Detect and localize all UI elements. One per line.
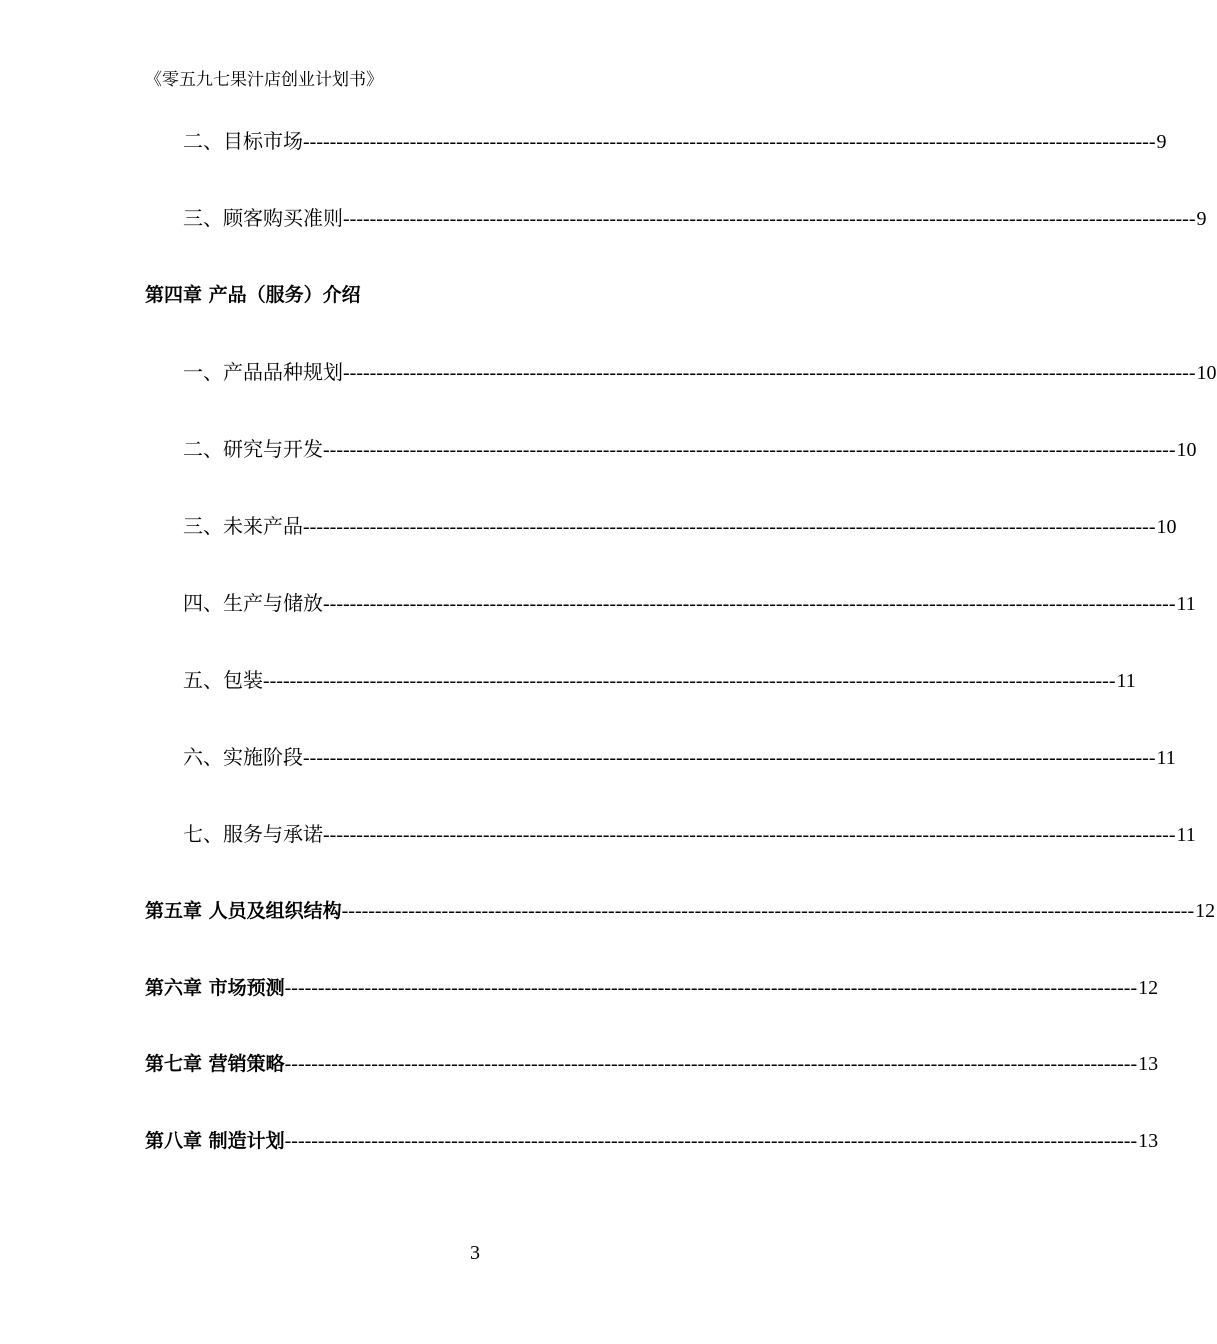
toc-entry [183,434,1197,465]
toc-entry-title: 三、未来产品 [183,514,303,538]
toc-leader: -------------------------------------------------------------------------------------------------------------------------------- [303,131,1156,153]
toc-leader: -------------------------------------------------------------------------------------------------------------------------------- [263,670,1116,692]
toc-leader: -------------------------------------------------------------------------------------------------------------------------------- [284,1130,1138,1152]
toc-entry-page: 9 [1196,208,1207,230]
toc-leader: -------------------------------------------------------------------------------------------------------------------------------- [284,977,1138,999]
toc-entry-page: 9 [1156,131,1167,153]
toc-entry-page: 11 [1176,593,1196,615]
toc-leader: -------------------------------------------------------------------------------------------------------------------------------- [341,900,1195,922]
toc-leader: -------------------------------------------------------------------------------------------------------------------------------- [303,516,1156,538]
toc-entry-page: 13 [1138,1130,1159,1152]
toc-entry-title: 六、实施阶段 [183,745,303,769]
toc-entry-page: 13 [1138,1053,1159,1075]
toc-entry-title: 第五章 人员及组织结构 [145,900,342,922]
toc-chapter-entry [145,1049,1159,1079]
toc-chapter-entry [145,1126,1159,1156]
toc-entry-page: 12 [1138,977,1159,999]
toc-leader: -------------------------------------------------------------------------------------------------------------------------------- [303,747,1156,769]
toc-entry-title: 七、服务与承诺 [183,822,323,846]
toc-entry-page: 11 [1116,670,1136,692]
toc-entry-title: 二、目标市场 [183,129,303,153]
toc-leader: -------------------------------------------------------------------------------------------------------------------------------- [284,1053,1138,1075]
toc-chapter-entry [145,973,1159,1003]
toc-entry [183,742,1176,773]
toc-leader: -------------------------------------------------------------------------------------------------------------------------------- [323,824,1176,846]
toc-entry-page: 11 [1156,747,1176,769]
toc-entry [183,203,1207,234]
toc-entry-title: 第八章 制造计划 [145,1130,285,1152]
toc-entry [183,665,1136,696]
toc-entry [183,511,1177,542]
document-header: 《零五九七果汁店创业计划书》 [145,70,383,90]
toc-entry-title: 第四章 产品（服务）介绍 [145,284,361,306]
toc-entry [183,126,1167,157]
toc-entry-title: 第七章 营销策略 [145,1053,285,1075]
toc-entry [183,819,1196,850]
toc-entry-page: 12 [1195,900,1216,922]
toc-chapter-entry [145,896,1216,926]
page-number: 3 [470,1242,480,1264]
toc-leader: -------------------------------------------------------------------------------------------------------------------------------- [323,439,1176,461]
toc-entry-title: 一、产品品种规划 [183,360,343,384]
toc-entry-page: 10 [1176,439,1197,461]
toc-entry-title: 三、顾客购买准则 [183,206,343,230]
toc-entry-title: 四、生产与储放 [183,591,323,615]
toc-entry [183,357,1217,388]
toc-leader: -------------------------------------------------------------------------------------------------------------------------------- [343,362,1196,384]
toc-leader: -------------------------------------------------------------------------------------------------------------------------------- [323,593,1176,615]
toc-leader: -------------------------------------------------------------------------------------------------------------------------------- [343,208,1196,230]
toc-entry-title: 第六章 市场预测 [145,977,285,999]
toc-entry-page: 10 [1196,362,1217,384]
toc-entry-title: 二、研究与开发 [183,437,323,461]
toc-entry-page: 11 [1176,824,1196,846]
toc-chapter-heading [145,280,800,310]
toc-entry [183,588,1196,619]
toc-entry-page: 10 [1156,516,1177,538]
toc-entry-title: 五、包装 [183,668,263,692]
